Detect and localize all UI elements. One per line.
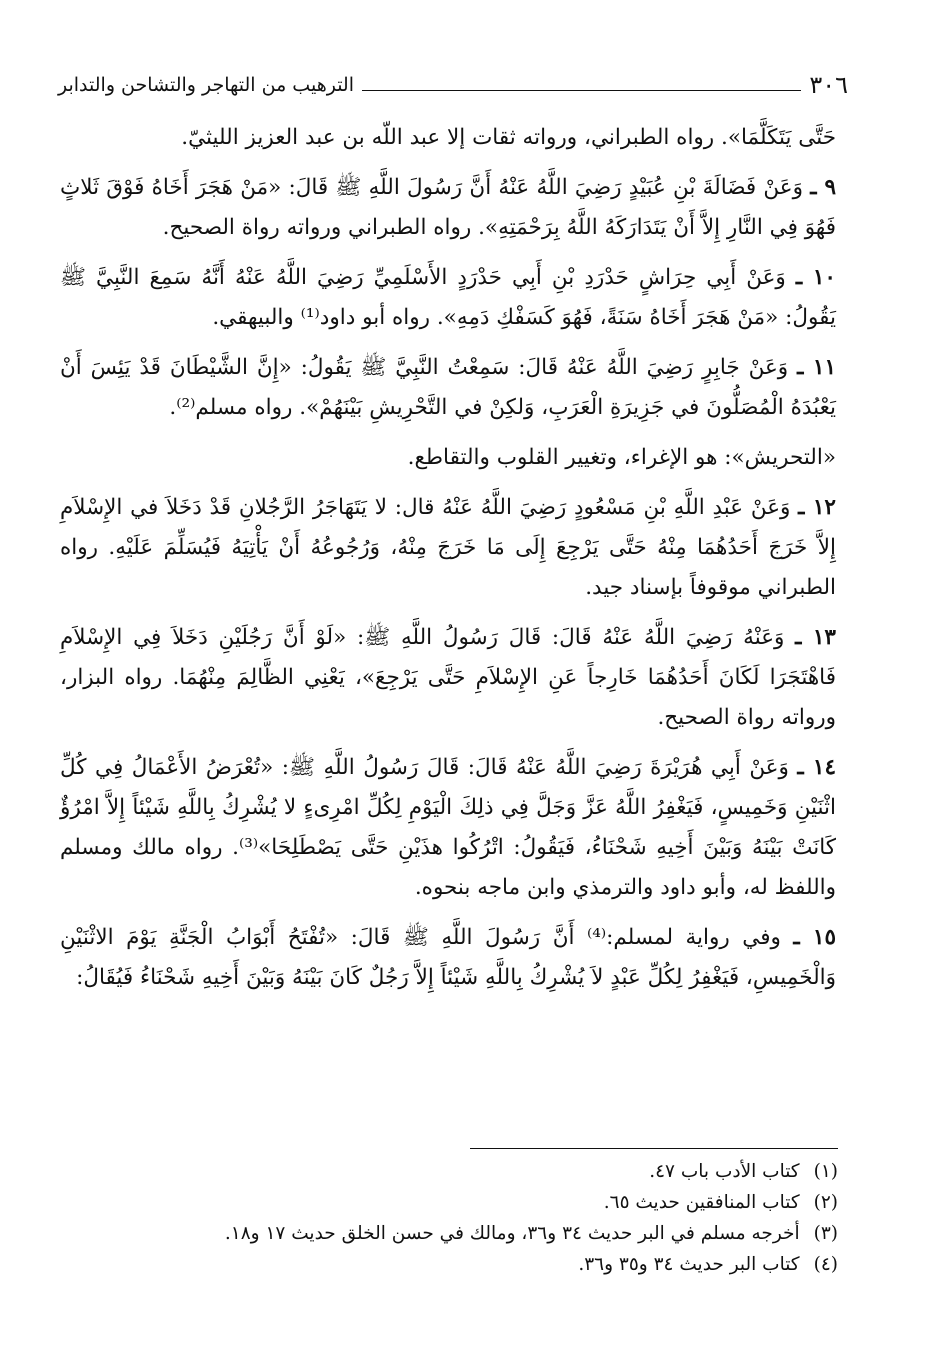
paragraph-text: «التحريش»: هو الإغراء، وتغيير القلوب والتقاطع. <box>407 445 836 470</box>
footnote-2 <box>60 1187 838 1218</box>
hadith-11 <box>60 348 836 428</box>
hadith-text: وَعَنْهُ رَضِيَ اللَّهُ عَنْهُ قَالَ: قَالَ رَسُولُ اللَّهِ ﷺ: «لَوْ أَنَّ رَجُلَيْنِ دَخَلاَ فِي الإِسْلاَمِ فَاهْتَجَرَا لَكَانَ أَحَدُهُمَا خَارِجاً عَنِ الإِسْلاَمِ حَتَّى يَرْجِعَ»، يَعْنِي الظَّالِمَ مِنْهُمَا. رواه البزار، ورواته رواة الصحيح. <box>60 625 836 730</box>
footnote-3 <box>60 1218 838 1249</box>
chapter-title: الترهيب من التهاجر والتشاحن والتدابر <box>58 74 354 96</box>
hadith-10 <box>60 258 836 338</box>
page-number: ٣٠٦ <box>809 71 848 99</box>
footnote-1 <box>60 1156 838 1187</box>
hadith-text: وَعَنْ عَبْدِ اللَّهِ بْنِ مَسْعُودٍ رَضِيَ اللَّهُ عَنْهُ قال: لا يَتَهَاجَرُ الرَّجُلانِ قَدْ دَخَلاَ في الإِسْلاَمِ إِلاَّ خَرَجَ أَحَدُهُمَا مِنْهُ حَتَّى يَرْجِعَ إِلَى مَا خَرَجَ مِنْهُ، وَرُجُوعُهُ أَنْ يَأْتِيَهُ فَيُسَلِّمَ عَلَيْهِ. رواه الطبراني موقوفاً بإسناد جيد. <box>60 495 836 600</box>
hadith-12 <box>60 488 836 608</box>
paragraph-text: حَتَّى يَتَكَلَّمَا». رواه الطبراني، ورواته ثقات إلا عبد اللّه بن عبد العزيز الليثيّ. <box>181 125 836 150</box>
footnote-marker: (٢) <box>813 1192 838 1213</box>
footnote-text: أخرجه مسلم في البر حديث ٣٤ و٣٦، ومالك في حسن الخلق حديث ١٧ و١٨. <box>224 1223 800 1244</box>
glossary-note <box>60 438 836 478</box>
hadith-number: ١٤ ـ <box>797 755 836 780</box>
footnote-divider <box>470 1148 838 1149</box>
footnote-4 <box>60 1249 838 1280</box>
hadith-text: وَعَنْ أَبِي حِرَاشٍ حَدْرَدِ بْنِ أَبِي حَدْرَدٍ الأَسْلَمِيِّ رَضِيَ اللَّهُ عَنْهُ أَنَّهُ سَمِعَ النَّبِيَّ ﷺ يَقُولُ: «مَنْ هَجَرَ أَخَاهُ سَنَةً، فَهُوَ كَسَفْكِ دَمِهِ». رواه أبو داود⁽¹⁾ والبيهقي. <box>60 265 836 330</box>
footnote-marker: (٣) <box>813 1223 838 1244</box>
footnotes <box>60 1156 838 1280</box>
hadith-number: ١٥ ـ <box>793 925 836 950</box>
hadith-text: وفي رواية لمسلم:⁽⁴⁾ أَنَّ رَسُولَ اللَّهِ ﷺ قَالَ: «تُفْتَحُ أَبْوَابُ الْجَنَّةِ يَوْمَ الاثْنَيْنِ وَالْخَمِيسِ، فَيَغْفِرُ لِكُلِّ عَبْدٍ لاَ يُشْرِكُ بِاللَّهِ شَيْئاً إِلاَّ رَجُلٌ كَانَ بَيْنَهُ وَبَيْنَ أَخِيهِ شَحْنَاءُ فَيُقَالُ: <box>60 925 836 990</box>
hadith-text: وَعَنْ أَبِي هُرَيْرَةَ رَضِيَ اللَّهُ عَنْهُ قَالَ: قَالَ رَسُولُ اللَّهِ ﷺ: «تُعْرَضُ الأَعْمَالُ فِي كُلِّ اثْنَيْنِ وَخَمِيسٍ، فَيَغْفِرُ اللَّهُ عَزَّ وَجَلَّ فِي ذلِكَ الْيَوْمِ لِكُلِّ امْرِىءٍ لا يُشْرِكُ بِاللَّهِ شَيْئاً إِلاَّ امْرُؤٌ كَانَتْ بَيْنَهُ وَبَيْنَ أَخِيهِ شَحْنَاءُ، فَيَقُولُ: اتْرُكُوا هذَيْنِ حَتَّى يَصْطَلِحَا»⁽³⁾. رواه مالك ومسلم واللفظ له، وأبو داود والترمذي وابن ماجه بنحوه. <box>60 755 836 900</box>
hadith-13 <box>60 618 836 738</box>
hadith-number: ١٢ ـ <box>798 495 836 520</box>
footnote-marker: (١) <box>813 1161 838 1182</box>
hadith-number: ١٠ ـ <box>795 265 836 290</box>
hadith-15 <box>60 918 836 998</box>
hadith-number: ١١ ـ <box>797 355 836 380</box>
main-text <box>60 118 836 1008</box>
hadith-text: وَعَنْ فَضَالَةَ بْنِ عُبَيْدٍ رَضِيَ اللَّهُ عَنْهُ أَنَّ رَسُولَ اللَّهِ ﷺ قَالَ: «مَنْ هَجَرَ أَخَاهُ فَوْقَ ثَلاثٍ فَهُوَ فِي النَّارِ إِلاَّ أَنْ يَتَدَارَكَهُ اللَّهُ بِرَحْمَتِهِ». رواه الطبراني ورواته رواة الصحيح. <box>60 175 836 240</box>
hadith-number: ١٣ ـ <box>795 625 836 650</box>
paragraph-continuation <box>60 118 836 158</box>
footnote-text: كتاب المنافقين حديث ٦٥. <box>603 1192 800 1213</box>
header-rule <box>362 90 801 91</box>
hadith-number: ٩ ـ <box>810 175 836 200</box>
hadith-text: وَعَنْ جَابِرٍ رَضِيَ اللَّهُ عَنْهُ قَالَ: سَمِعْتُ النَّبِيَّ ﷺ يَقُولُ: «إِنَّ الشَّيْطَانَ قَدْ يَئِسَ أَنْ يَعْبُدَهُ الْمُصَلُّونَ في جَزِيرَةِ الْعَرَبِ، وَلكِنْ في التَّحْرِيشِ بَيْنَهُمْ». رواه مسلم⁽²⁾. <box>60 355 836 420</box>
footnote-text: كتاب البر حديث ٣٤ و٣٥ و٣٦. <box>578 1254 800 1275</box>
hadith-9 <box>60 168 836 248</box>
running-header <box>58 64 848 100</box>
hadith-14 <box>60 748 836 908</box>
footnote-text: كتاب الأدب باب ٤٧. <box>649 1161 800 1182</box>
footnote-marker: (٤) <box>813 1254 838 1275</box>
